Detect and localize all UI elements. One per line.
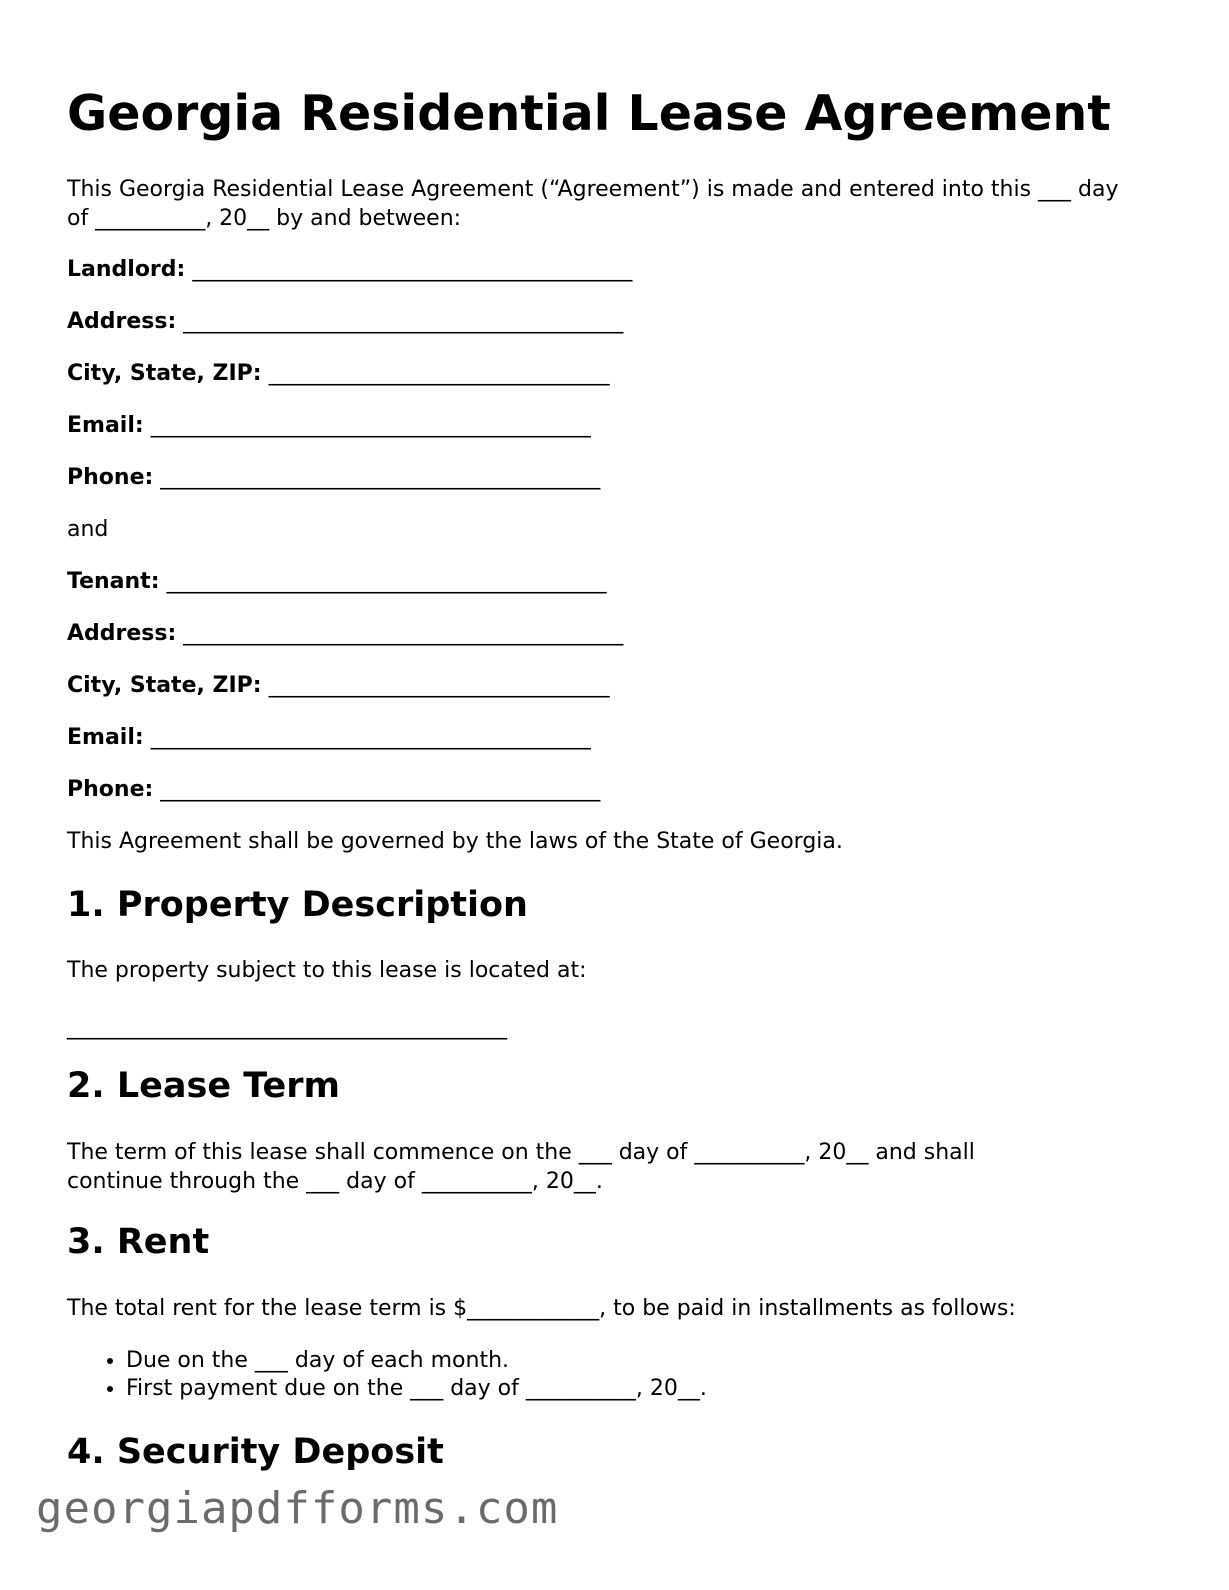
tenant-phone-field [67,775,600,804]
fill-blank: ________________________________________ [183,309,624,334]
fill-blank: ________________________________________ [166,569,607,594]
document-title: Georgia Residential Lease Agreement [67,85,1111,142]
section-heading-property: 1. Property Description [67,885,528,925]
fill-blank: _______________________________ [268,673,610,698]
field-label: Landlord: [67,257,186,282]
landlord-phone-field [67,463,600,492]
conjunction-and: and [67,517,109,542]
intro-paragraph: This Georgia Residential Lease Agreement (“Agreement”) is made and entered into this ___ day of __________, 20__ by and between: [67,177,1119,231]
property-text: The property subject to this lease is located at: [67,958,587,983]
field-label: Address: [67,621,177,646]
lease-term-text: The term of this lease shall commence on the ___ day of __________, 20__ and shall continue through the ___ day of __________, 20__. [67,1140,975,1194]
field-label: City, State, ZIP: [67,361,262,386]
tenant-city-state-zip-field [67,671,610,700]
field-label: Phone: [67,465,154,490]
fill-blank: ________________________________________ [160,777,601,802]
fill-blank: _______________________________ [268,361,610,386]
landlord-name-field [67,255,632,284]
rent-installment-list [67,1347,707,1403]
field-label: Email: [67,725,144,750]
tenant-email-field [67,723,591,752]
site-watermark: georgiapdfforms.com [36,1483,559,1534]
rent-text: The total rent for the lease term is $____________, to be paid in installments as follows: [67,1296,1016,1321]
fill-blank: ________________________________________ [160,465,601,490]
landlord-city-state-zip-field [67,359,610,388]
section-heading-security-deposit: 4. Security Deposit [67,1432,444,1472]
fill-blank: ________________________________________ [192,257,633,282]
tenant-name-field [67,567,607,596]
fill-blank: ________________________________________ [150,413,591,438]
landlord-address-field [67,307,623,336]
field-label: Email: [67,413,144,438]
tenant-address-field [67,619,623,648]
list-item: • Due on the ___ day of each month. [126,1347,707,1375]
landlord-email-field [67,411,591,440]
field-label: City, State, ZIP: [67,673,262,698]
section-heading-rent: 3. Rent [67,1222,210,1262]
field-label: Tenant: [67,569,160,594]
field-label: Phone: [67,777,154,802]
fill-blank: ________________________________________ [183,621,624,646]
list-item: • First payment due on the ___ day of __________, 20__. [126,1375,707,1403]
governing-law-statement: This Agreement shall be governed by the laws of the State of Georgia. [67,829,843,854]
field-label: Address: [67,309,177,334]
property-address-blank: ________________________________________ [67,1015,507,1040]
fill-blank: ________________________________________ [150,725,591,750]
section-heading-lease-term: 2. Lease Term [67,1066,340,1106]
